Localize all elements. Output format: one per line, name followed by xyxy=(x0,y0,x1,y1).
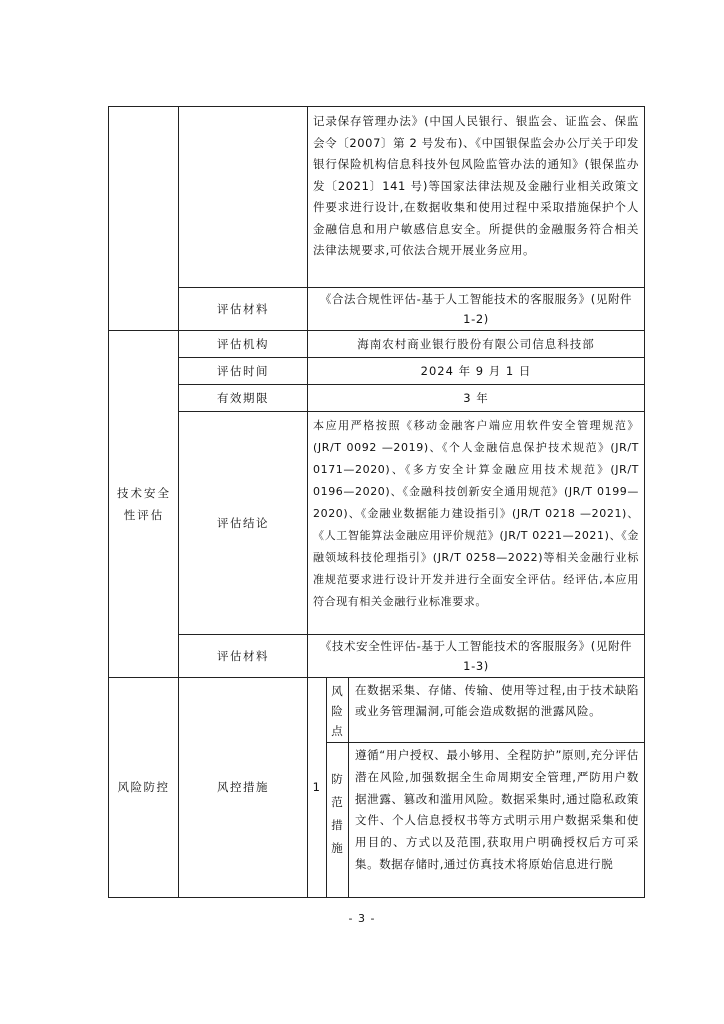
tech-validity-value: 3 年 xyxy=(463,390,489,405)
risk-measure-label: 风控措施 xyxy=(217,780,269,794)
risk-category-label: 风险防控 xyxy=(117,780,170,794)
compliance-material-value: 《合法合规性评估-基于人工智能技术的客服服务》(见附件 1-2) xyxy=(319,292,633,326)
row-divider xyxy=(326,742,645,743)
tech-conclusion-text: 本应用严格按照《移动金融客户端应用软件安全管理规范》(JR/T 0092 —2019)、《个人金融信息保护技术规范》(JR/T 0171—2020)、《多方安全计算金融应用技术规范》(JR/T 0196—2020)、《金融科技创新安全通用规范》(JR/T 0199—2020)、《金融业数据能力建设指引》(JR/T 0218 —2021)、《人工智能算法金融应用评价规范》(JR/T 0221—2021)、《金融领域科技伦理指引》(JR/T 0258—2022)等相关金融行业标准规范要求进行设计开发并进行全面安全评估。经评估,本应用符合现有相关金融行业标准要求。 xyxy=(313,419,639,608)
tech-conclusion-label: 评估结论 xyxy=(217,515,269,530)
prevention-label: 防范措施 xyxy=(331,772,343,855)
tech-validity-label: 有效期限 xyxy=(217,390,269,405)
table-border-bottom xyxy=(108,897,645,898)
risk-point-text: 在数据采集、存储、传输、使用等过程,由于技术缺陷或业务管理漏洞,可能会造成数据的泄露风险。 xyxy=(355,683,639,718)
table-border-right xyxy=(644,106,645,898)
tech-material-value: 《技术安全性评估-基于人工智能技术的客服服务》(见附件 1-3) xyxy=(319,639,633,673)
column-divider xyxy=(348,677,349,898)
tech-org-label: 评估机构 xyxy=(217,336,269,351)
compliance-material-label: 评估材料 xyxy=(217,301,269,316)
prevention-text: 遵循“用户授权、最小够用、全程防护”原则,充分评估潜在风险,加强数据全生命周期安全管理,严防用户数据泄露、篡改和滥用风险。数据采集时,通过隐私政策文件、个人信息授权书等方式明示用户数据采集和使用目的、方式以及范围,获取用户明确授权后方可采集。数据存储时,通过仿真技术将原始信息进行脱 xyxy=(355,748,639,871)
tech-time-value: 2024 年 9 月 1 日 xyxy=(420,363,532,378)
tech-category-label: 技术安全性评估 xyxy=(117,486,171,522)
column-divider xyxy=(326,677,327,898)
tech-time-label: 评估时间 xyxy=(217,363,269,378)
tech-material-label: 评估材料 xyxy=(217,648,269,663)
page-number: - 3 - xyxy=(348,912,376,925)
risk-item-index: 1 xyxy=(312,780,322,794)
risk-point-label: 风险点 xyxy=(331,684,343,738)
table-border-top xyxy=(108,106,645,107)
compliance-conclusion-text: 记录保存管理办法》(中国人民银行、银监会、证监会、保监会令〔2007〕第 2 号发布)、《中国银保监会办公厅关于印发银行保险机构信息科技外包风险监管办法的通知》(银保监办发〔2021〕141 号)等国家法律法规及金融行业相关政策文件要求进行设计,在数据收集和使用过程中采取措施保护个人金融信息和用户敏感信息安全。所提供的金融服务符合相关法律法规要求,可依法合规开展业务应用。 xyxy=(313,114,639,257)
tech-org-value: 海南农村商业银行股份有限公司信息科技部 xyxy=(357,336,595,351)
